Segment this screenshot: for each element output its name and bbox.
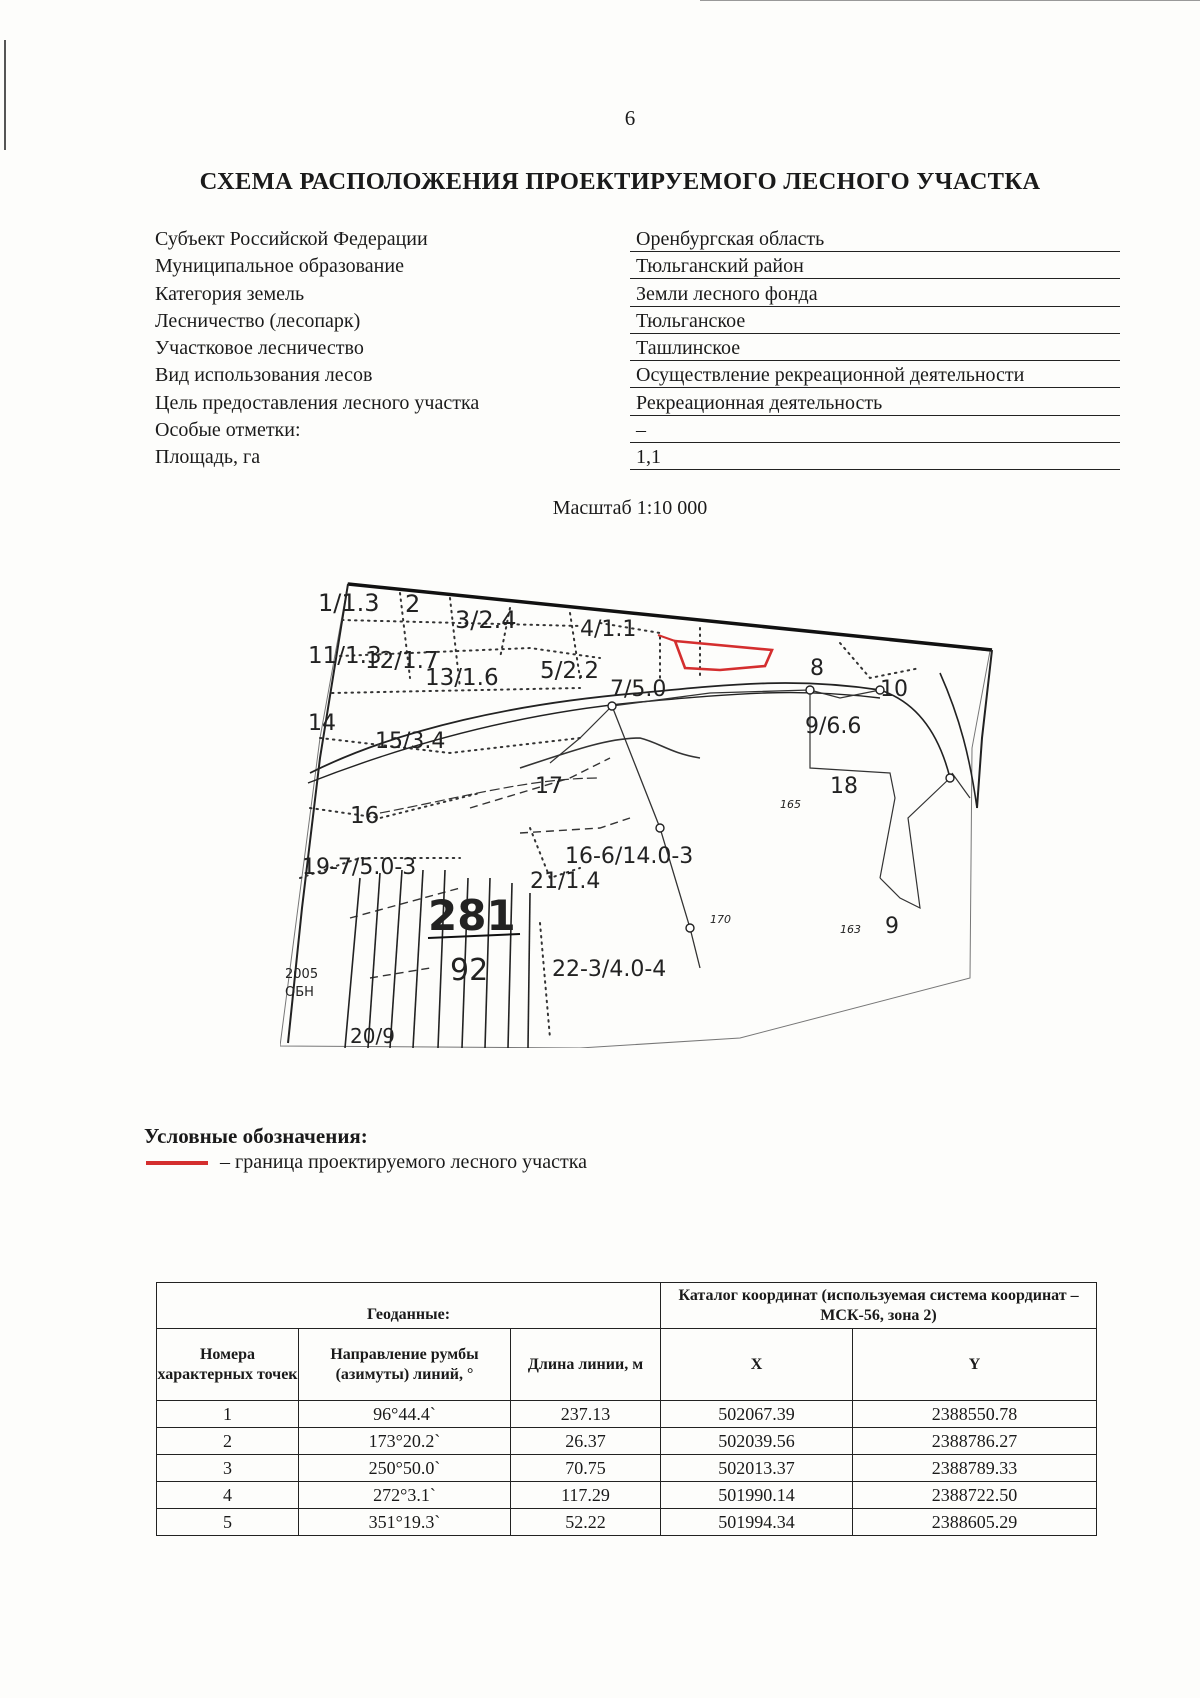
info-label: Субъект Российской Федерации (155, 228, 428, 250)
y-cell: 2388789.33 (853, 1455, 1097, 1482)
y-column-header: Y (853, 1329, 1097, 1401)
table-row (157, 1482, 1097, 1509)
bearing-cell: 272°3.1` (299, 1482, 511, 1509)
table-row (157, 1455, 1097, 1482)
map-label: 9/6.6 (805, 714, 862, 739)
info-value: Осуществление рекреационной деятельности (630, 362, 1120, 388)
map-label: 17 (535, 774, 563, 799)
bearing-cell: 351°19.3` (299, 1509, 511, 1536)
info-value: Оренбургская область (630, 226, 1120, 252)
y-cell: 2388550.78 (853, 1401, 1097, 1428)
bearing-cell: 250°50.0` (299, 1455, 511, 1482)
hatch-strip (368, 873, 380, 1048)
hatch-strip (345, 878, 360, 1048)
point-column-header: Номера характерных точек (157, 1329, 299, 1401)
info-value: – (630, 417, 1120, 443)
hatch-strip (390, 870, 402, 1048)
info-label: Вид использования лесов (155, 364, 373, 387)
map-label: ОБН (285, 985, 314, 1000)
length-cell: 117.29 (511, 1482, 661, 1509)
allotment-boundary (840, 643, 920, 678)
point-cell: 3 (157, 1455, 299, 1482)
page-number: 6 (624, 106, 636, 130)
map-label: 16 (350, 803, 380, 829)
map-label: 4/1.1 (580, 617, 637, 642)
info-row (155, 253, 1120, 280)
map-label: 15/3.4 (375, 729, 446, 754)
table-row (157, 1428, 1097, 1455)
map-label: 22-3/4.0-4 (552, 957, 667, 982)
legend-item-label: – граница проектируемого лесного участка (220, 1151, 587, 1173)
map-label: 165 (780, 798, 801, 811)
info-value: Тюльганский район (630, 253, 1120, 279)
map-node (686, 924, 694, 932)
bearing-column-header: Направление румбы (азимуты) линий, ° (299, 1329, 511, 1401)
map-label: 170 (710, 913, 731, 926)
map-label: 8 (810, 656, 824, 681)
map-label: 1/1.3 (318, 589, 380, 617)
info-row (155, 444, 1120, 471)
allotment-boundary (540, 923, 550, 1038)
x-column-header: X (661, 1329, 853, 1401)
map-label: 11/1.3 (308, 643, 382, 669)
info-row (155, 308, 1120, 335)
geodata-header: Геоданные: (157, 1283, 661, 1329)
info-row (155, 390, 1120, 417)
bearing-cell: 173°20.2` (299, 1428, 511, 1455)
length-cell: 26.37 (511, 1428, 661, 1455)
info-block (155, 226, 1120, 472)
map-label: 16-6/14.0-3 (565, 844, 694, 869)
map-label: 21/1.4 (530, 869, 601, 894)
info-label: Категория земель (155, 282, 305, 305)
info-row (155, 226, 1120, 253)
map-scale: Масштаб 1:10 000 (552, 497, 708, 519)
coordinates-table (156, 1282, 1097, 1536)
info-label: Муниципальное образование (155, 255, 404, 278)
scan-edge-line (4, 40, 6, 150)
map-label: 13/1.6 (425, 665, 499, 691)
river-line (380, 778, 600, 813)
point-cell: 5 (157, 1509, 299, 1536)
map-label: 7/5.0 (610, 677, 667, 702)
x-cell: 502013.37 (661, 1455, 853, 1482)
table-row (157, 1401, 1097, 1428)
road-line (880, 690, 950, 778)
info-row (155, 362, 1120, 389)
length-column-header: Длина линии, м (511, 1329, 661, 1401)
info-label: Площадь, га (155, 446, 261, 469)
dashed-line (520, 818, 630, 833)
map-label: 12/1.7 (365, 648, 439, 674)
info-value: Ташлинское (630, 335, 1120, 361)
designed-plot-boundary (675, 641, 772, 670)
map-label: 5/2.2 (540, 658, 599, 684)
hatch-strip (528, 893, 530, 1048)
road-line (310, 683, 880, 773)
dashed-line (370, 968, 430, 978)
length-cell: 237.13 (511, 1401, 661, 1428)
point-cell: 1 (157, 1401, 299, 1428)
info-row (155, 417, 1120, 444)
bearing-cell: 96°44.4` (299, 1401, 511, 1428)
map-node (656, 824, 664, 832)
map-node (946, 774, 954, 782)
length-cell: 52.22 (511, 1509, 661, 1536)
info-value: Тюльганское (630, 308, 1120, 334)
map-label: 3/2.4 (455, 606, 517, 634)
info-label: Участковое лесничество (155, 337, 364, 360)
info-label: Лесничество (лесопарк) (155, 309, 361, 332)
forest-plot-map (280, 578, 1000, 1048)
quarter-line (880, 778, 950, 908)
map-label: 19-7/5.0-3 (302, 855, 417, 880)
info-row (155, 335, 1120, 362)
scan-top-line (700, 0, 1200, 1)
length-cell: 70.75 (511, 1455, 661, 1482)
quarter-number: 281 (428, 891, 516, 940)
map-right-edge (977, 650, 992, 808)
map-node (806, 686, 814, 694)
quarter-line (952, 773, 970, 798)
x-cell: 502067.39 (661, 1401, 853, 1428)
y-cell: 2388605.29 (853, 1509, 1097, 1536)
map-label: 14 (308, 711, 336, 736)
y-cell: 2388786.27 (853, 1428, 1097, 1455)
x-cell: 501994.34 (661, 1509, 853, 1536)
map-label: 2005 (285, 967, 319, 982)
x-cell: 501990.14 (661, 1482, 853, 1509)
info-label: Особые отметки: (155, 419, 301, 442)
info-value: Земли лесного фонда (630, 281, 1120, 307)
legend-boundary-swatch (146, 1161, 208, 1165)
catalog-header: Каталог координат (используемая система координат – МСК-56, зона 2) (661, 1283, 1097, 1329)
hatch-strip (413, 870, 423, 1048)
map-node (608, 702, 616, 710)
map-label: 9 (885, 914, 899, 939)
map-label: 10 (880, 677, 908, 702)
point-cell: 2 (157, 1428, 299, 1455)
quarter-area: 92 (450, 953, 489, 988)
info-label: Цель предоставления лесного участка (155, 391, 480, 414)
info-row (155, 281, 1120, 308)
y-cell: 2388722.50 (853, 1482, 1097, 1509)
table-row (157, 1509, 1097, 1536)
allotment-boundary (310, 793, 480, 818)
map-label: 20/9 (350, 1024, 395, 1048)
legend-item (146, 1151, 587, 1174)
document-title: СХЕМА РАСПОЛОЖЕНИЯ ПРОЕКТИРУЕМОГО ЛЕСНОГО УЧАСТКА (199, 168, 1041, 195)
info-value: Рекреационная деятельность (630, 390, 1120, 416)
map-label: 2 (405, 590, 421, 618)
x-cell: 502039.56 (661, 1428, 853, 1455)
legend-title: Условные обозначения: (144, 1124, 368, 1148)
map-label: 163 (840, 923, 861, 936)
info-value: 1,1 (630, 444, 1120, 470)
map-label: 18 (830, 774, 858, 799)
point-cell: 4 (157, 1482, 299, 1509)
